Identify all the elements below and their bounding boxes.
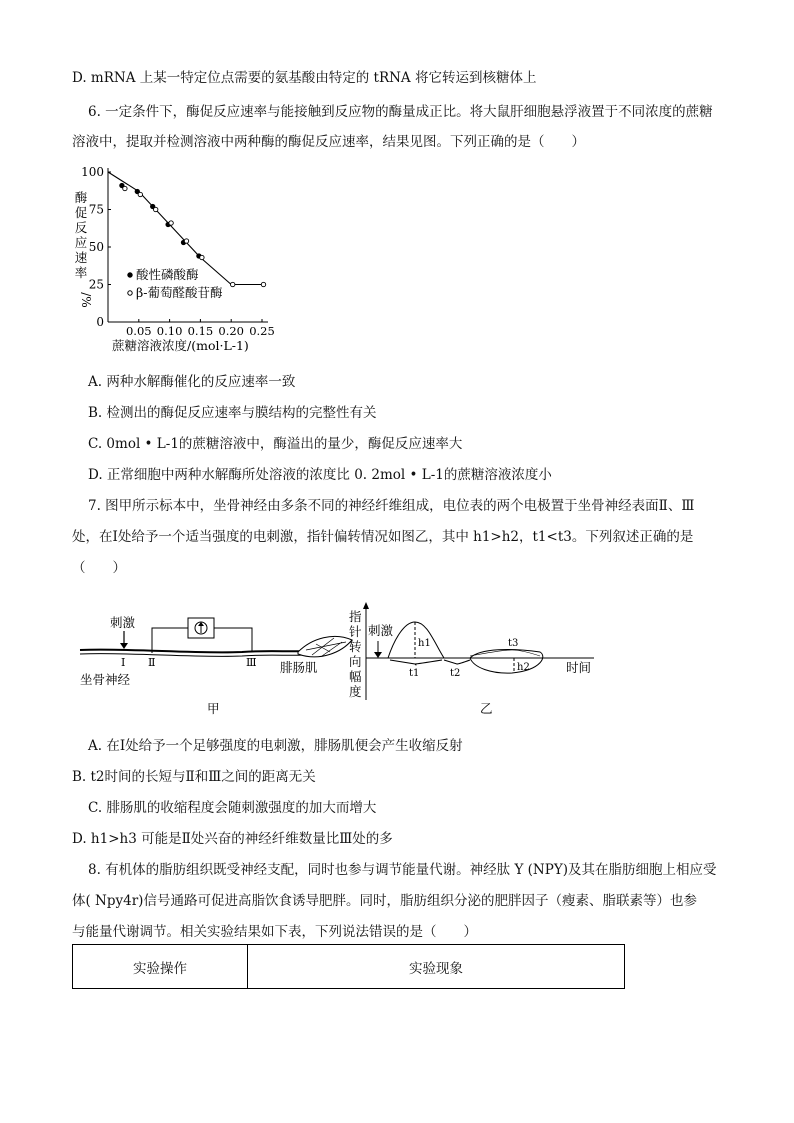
point-beta-glucuronidase: [169, 221, 173, 225]
y-tick-label: 0: [96, 315, 104, 329]
y-tick-label: 100: [81, 165, 104, 179]
x-label: 蔗糖溶液浓度/(mol·L-1): [112, 338, 249, 353]
caption-jia: 甲: [207, 701, 220, 716]
nerve-figure: [72, 600, 612, 720]
label-t1: t1: [409, 668, 420, 679]
svg-text:指: 指: [349, 609, 362, 624]
wave-up: [388, 622, 444, 658]
y-label-char: 速: [74, 250, 88, 265]
label-t2: t2: [450, 668, 461, 679]
svg-text:度: 度: [349, 684, 362, 699]
y-tick-label: 50: [88, 240, 104, 254]
x-tick-label: 0.05: [125, 324, 152, 338]
q7-stem-3: （ ）: [72, 560, 126, 576]
q7-stem-2: 处，在Ⅰ处给予一个适当强度的电刺激，指针偏转情况如图乙，其中 h1>h2，t1<t3。下列叙述正确的是: [72, 529, 694, 545]
header-operation: 实验操作: [73, 945, 248, 989]
experiment-table: [72, 944, 625, 989]
label-h2: h2: [517, 662, 530, 673]
enzyme-rate-chart: [70, 160, 290, 355]
q7-option-d: D. h1>h3 可能是Ⅱ处兴奋的神经纤维数量比Ⅲ处的多: [72, 831, 393, 847]
nerve-label: 坐骨神经: [80, 672, 131, 687]
point-beta-glucuronidase: [138, 192, 142, 196]
point-beta-glucuronidase: [123, 186, 127, 190]
label-t3: t3: [508, 638, 519, 649]
label-III: Ⅲ: [246, 656, 257, 669]
wave-down: [470, 650, 543, 674]
ylabel-b: [349, 609, 362, 699]
stimulus-label-b: 刺激: [368, 623, 394, 638]
q6-option-a: A. 两种水解酶催化的反应速率一致: [88, 374, 296, 390]
y-tick-label: 25: [88, 277, 104, 292]
x-tick-label: 0.10: [156, 324, 183, 338]
legend-marker: [128, 291, 132, 295]
label-II: Ⅱ: [148, 656, 156, 669]
q6-option-d: D. 正常细胞中两种水解酶所处溶液的浓度比 0. 2mol • L-1的蔗糖溶液浓度小: [88, 467, 552, 483]
legend-label: β-葡萄醛酸苷酶: [136, 285, 223, 300]
q6-stem-1: 6. 一定条件下，酶促反应速率与能接触到反应物的酶量成正比。将大鼠肝细胞悬浮液置于不同浓度的蔗糖: [88, 104, 713, 120]
stimulus-label-a: 刺激: [110, 615, 136, 630]
svg-text:向: 向: [349, 654, 362, 669]
point-beta-glucuronidase: [154, 207, 158, 211]
caption-yi: 乙: [480, 701, 493, 716]
q7-option-a: A. 在Ⅰ处给予一个足够强度的电刺激，腓肠肌便会产生收缩反射: [88, 738, 463, 754]
label-I: Ⅰ: [121, 656, 126, 669]
q7-stem-1: 7. 图甲所示标本中，坐骨神经由多条不同的神经纤维组成，电位表的两个电极置于坐骨神经表面Ⅱ、Ⅲ: [88, 498, 695, 514]
x-tick-label: 0.15: [187, 324, 214, 338]
legend-marker: [128, 273, 132, 277]
x-tick-label: 0.20: [218, 324, 245, 338]
point-beta-glucuronidase: [200, 255, 204, 259]
svg-text:幅: 幅: [349, 669, 362, 684]
q8-stem-2: 体( Npy4r)信号通路可促进高脂饮食诱导肥胖。同时，脂肪组织分泌的肥胖因子（瘦素、脂联素等）也参: [72, 893, 697, 909]
table-row: [73, 945, 625, 989]
option-d-prev: D. mRNA 上某一特定位点需要的氨基酸由特定的 tRNA 将它转运到核糖体上: [72, 70, 537, 86]
q6-option-b: B. 检测出的酶促反应速率与膜结构的完整性有关: [88, 405, 377, 421]
point-beta-glucuronidase: [184, 239, 188, 243]
y-label-char: 率: [74, 265, 88, 280]
y-label-char: 应: [74, 235, 88, 250]
q7-option-b: B. t2时间的长短与Ⅱ和Ⅲ之间的距离无关: [72, 769, 316, 785]
point-beta-glucuronidase: [231, 282, 235, 286]
label-h1: h1: [418, 638, 431, 649]
q8-stem-3: 与能量代谢调节。相关实验结果如下表，下列说法错误的是（ ）: [72, 924, 477, 940]
q6-option-c: C. 0mol • L-1的蔗糖溶液中，酶溢出的量少，酶促反应速率大: [88, 436, 463, 452]
y-label-char: 反: [74, 220, 88, 235]
y-label-unit: /%: [79, 292, 93, 308]
q7-option-c: C. 腓肠肌的收缩程度会随刺激强度的加大而增大: [88, 800, 377, 816]
q6-stem-2: 溶液中，提取并检测溶液中两种酶的酶促反应速率，结果见图。下列正确的是（ ）: [72, 134, 585, 150]
muscle-label: 腓肠肌: [280, 660, 318, 675]
svg-text:转: 转: [349, 639, 362, 654]
q8-stem-1: 8. 有机体的脂肪组织既受神经支配，同时也参与调节能量代谢。神经肽 Y (NPY)及其在脂肪细胞上相应受: [88, 862, 717, 878]
sciatic-nerve: [80, 650, 304, 653]
time-label: 时间: [566, 660, 592, 675]
svg-text:针: 针: [349, 624, 362, 639]
header-phenomenon: 实验现象: [248, 945, 625, 989]
y-tick-label: 75: [88, 202, 104, 217]
point-beta-glucuronidase: [261, 282, 265, 286]
y-label-char: 促: [74, 205, 88, 220]
x-tick-label: 0.25: [249, 324, 275, 338]
y-label-char: 酶: [74, 190, 88, 205]
legend-label: 酸性磷酸酶: [136, 267, 199, 282]
